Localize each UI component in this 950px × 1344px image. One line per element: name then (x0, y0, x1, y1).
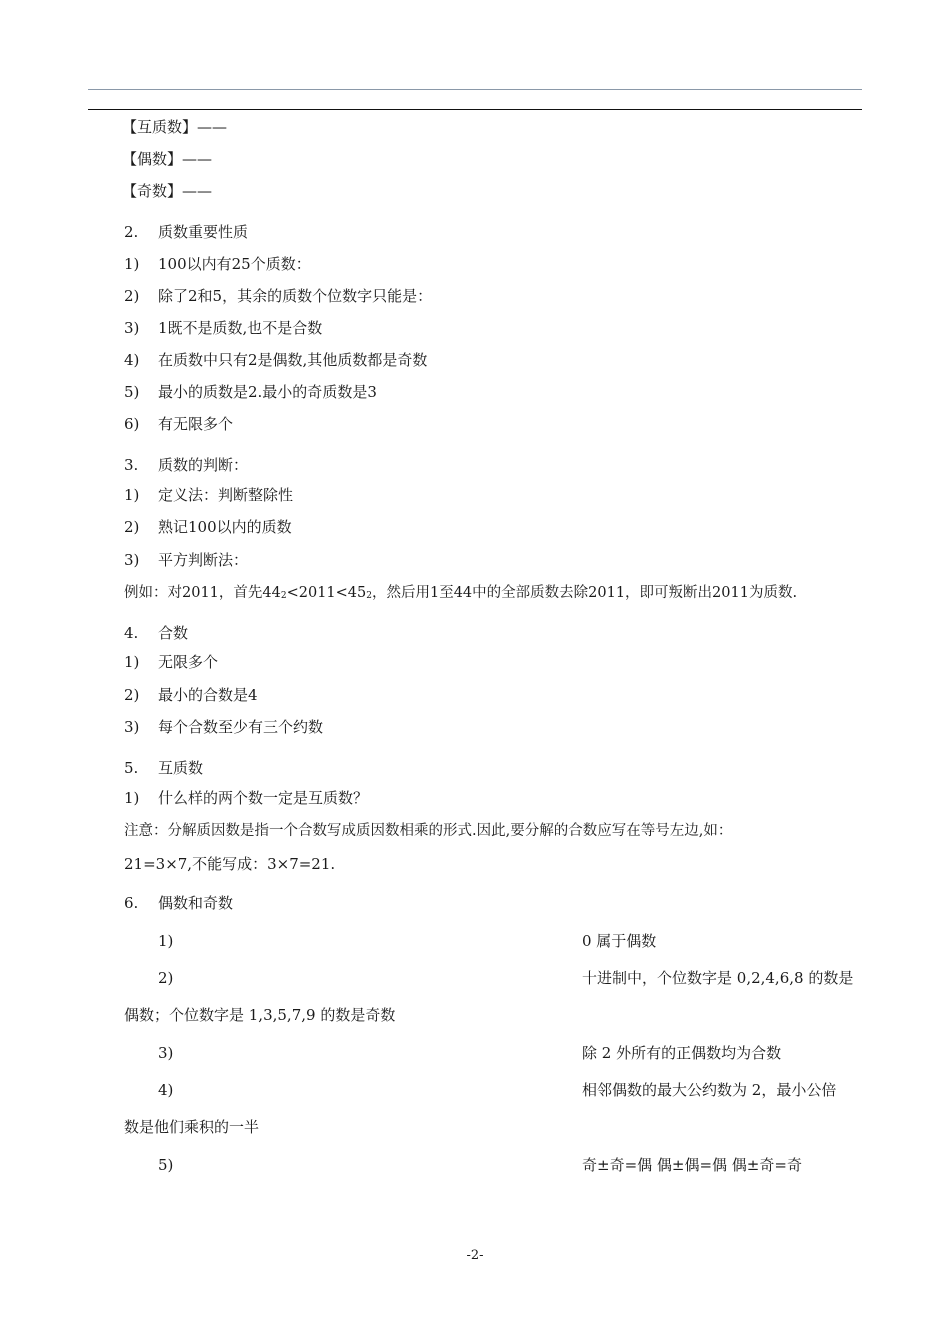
list-item-text: 有无限多个 (158, 415, 234, 433)
section-4-number: 4. (124, 624, 139, 642)
list-item-number: 2) (158, 969, 174, 987)
list-item-text: 100以内有25个质数： (158, 255, 311, 273)
list-item-text: 每个合数至少有三个约数 (158, 718, 324, 736)
list-item-text: 十进制中，个位数字是 0,2,4,6,8 的数是 (582, 969, 854, 987)
list-item-number: 3) (124, 319, 140, 337)
section-3-title: 质数的判断： (158, 456, 249, 474)
section-6-number: 6. (124, 894, 139, 912)
note-paragraph: 注意：分解质因数是指一个合数写成质因数相乘的形式.因此,要分解的合数应写在等号左边,如： (124, 823, 733, 839)
section-6-title: 偶数和奇数 (158, 894, 234, 912)
header-rule-black (88, 109, 862, 110)
list-item-number: 5) (124, 383, 140, 401)
definition-odd: 【奇数】—— (122, 182, 213, 200)
list-item-text: 在质数中只有2是偶数,其他质数都是奇数 (158, 351, 428, 369)
list-item-text: 除了2和5，其余的质数个位数字只能是： (158, 287, 433, 305)
list-item-text: 1既不是质数,也不是合数 (158, 319, 323, 337)
list-item-text: 奇±奇=偶 偶±偶=偶 偶±奇=奇 (582, 1156, 802, 1174)
list-item-text: 熟记100以内的质数 (158, 518, 292, 536)
list-item-text: 什么样的两个数一定是互质数？ (158, 789, 369, 807)
list-item-text: 0 属于偶数 (582, 932, 657, 950)
definition-even: 【偶数】—— (122, 150, 213, 168)
list-item-number: 3) (124, 551, 140, 569)
list-item-text-cont: 偶数；个位数字是 1,3,5,7,9 的数是奇数 (124, 1006, 396, 1024)
section-2-title: 质数重要性质 (158, 223, 249, 241)
list-item-number: 5) (158, 1156, 174, 1174)
list-item-text: 无限多个 (158, 653, 219, 671)
section-5-title: 互质数 (158, 759, 204, 777)
note-paragraph-cont: 21=3×7,不能写成：3×7=21. (124, 855, 336, 873)
list-item-number: 2) (124, 518, 140, 536)
list-item-text: 除 2 外所有的正偶数均为合数 (582, 1044, 782, 1062)
list-item-number: 2) (124, 287, 140, 305)
section-3-number: 3. (124, 456, 139, 474)
list-item-number: 3) (124, 718, 140, 736)
list-item-number: 1) (124, 653, 140, 671)
list-item-text: 定义法：判断整除性 (158, 486, 294, 504)
list-item-number: 1) (158, 932, 174, 950)
list-item-text: 最小的质数是2.最小的奇质数是3 (158, 383, 377, 401)
list-item-number: 1) (124, 486, 140, 504)
section-2-number: 2. (124, 223, 139, 241)
list-item-number: 4) (158, 1081, 174, 1099)
definition-coprime: 【互质数】—— (122, 118, 228, 136)
list-item-number: 1) (124, 255, 140, 273)
list-item-number: 4) (124, 351, 140, 369)
list-item-number: 3) (158, 1044, 174, 1062)
list-item-text-cont: 数是他们乘积的一半 (124, 1118, 260, 1136)
list-item-number: 6) (124, 415, 140, 433)
header-rule-gray (88, 89, 862, 90)
section-4-title: 合数 (158, 624, 189, 642)
section-5-number: 5. (124, 759, 139, 777)
list-item-text: 最小的合数是4 (158, 686, 258, 704)
example-paragraph: 例如：对2011，首先$44_2<2011<45_2$，然后用1至44中的全部质数去除2011，即可叛断出2011为质数. (124, 585, 798, 601)
page-number: -2- (466, 1248, 484, 1263)
list-item-number: 1) (124, 789, 140, 807)
list-item-text: 平方判断法： (158, 551, 249, 569)
list-item-text: 相邻偶数的最大公约数为 2，最小公倍 (582, 1081, 837, 1099)
list-item-number: 2) (124, 686, 140, 704)
